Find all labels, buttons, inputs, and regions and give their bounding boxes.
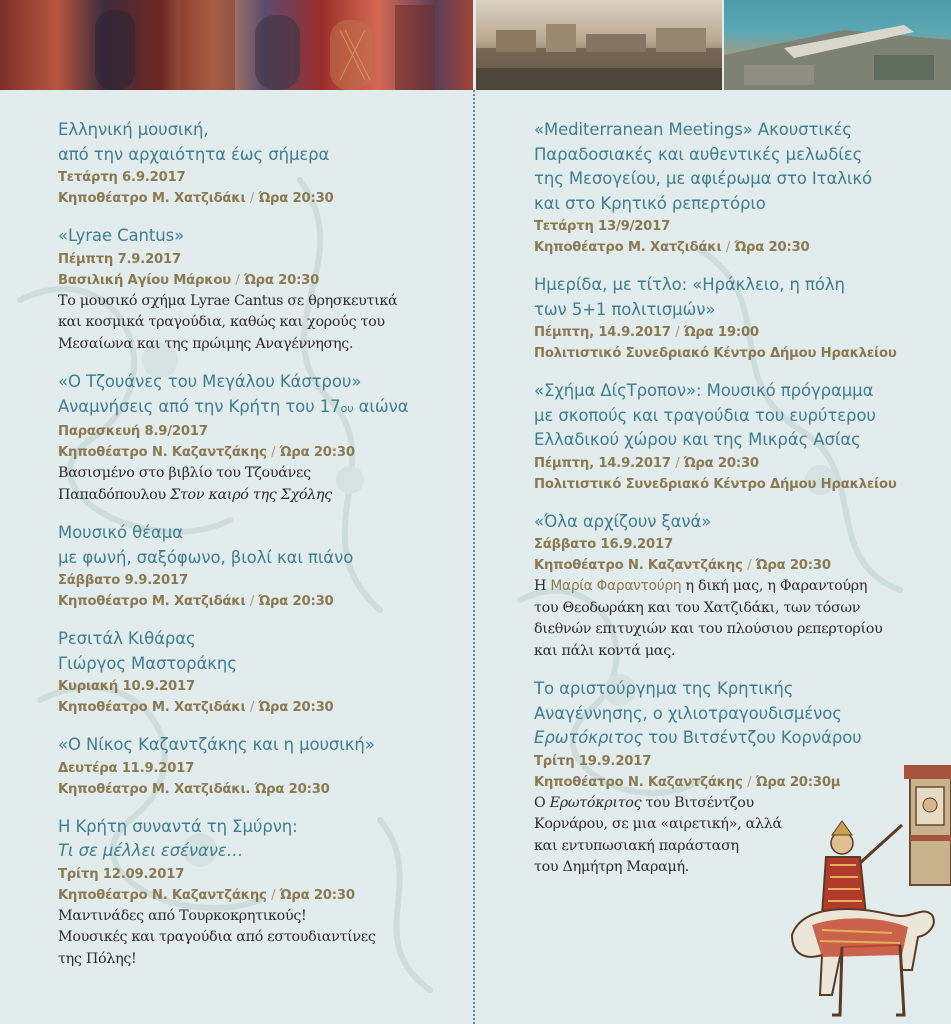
- desc-line: και πάλι κοντά μας.: [534, 642, 676, 659]
- title-line: Ελλαδικού χώρου και της Μικράς Ασίας: [534, 430, 861, 449]
- venue-name: Κηποθέατρο Μ. Χατζιδάκι: [58, 191, 246, 206]
- event-date: Πέμπτη 7.9.2017: [58, 251, 181, 267]
- title-line: «Ο Νίκος Καζαντζάκης και η μουσική»: [58, 735, 375, 754]
- separator: /: [747, 774, 752, 790]
- event-time: Ώρα 20:30: [683, 455, 759, 471]
- date-text: Πέμπτη, 14.9.2017: [534, 325, 671, 340]
- separator: /: [235, 272, 240, 288]
- title-line: [58, 395, 463, 422]
- venue-name: Κηποθέατρο Μ. Χατζιδάκι: [58, 594, 246, 609]
- desc-line: διεθνών επιτυχιών και του πλούσιου ρεπερτορίου: [534, 621, 883, 637]
- book-title: Στον καιρό της Σχόλης: [170, 486, 332, 503]
- desc-line: του Θεοδωράκη και του Χατζιδάκι, των τόσων: [534, 599, 861, 616]
- title-line: και στο Κρητικό ρεπερτόριο: [534, 193, 766, 213]
- separator: /: [249, 700, 255, 715]
- event-time: Ώρα 20:30: [258, 594, 334, 609]
- title-line: Γιώργος Μαστοράκης: [58, 653, 237, 673]
- right-column: [534, 118, 904, 894]
- separator: /: [747, 558, 752, 573]
- date-text: Πέμπτη, 14.9.2017: [534, 455, 671, 471]
- event-description: [58, 906, 463, 971]
- event-time: Ώρα 20:30: [279, 887, 355, 903]
- event-venue: [58, 885, 463, 906]
- desc-text: του Βιτσέντζου: [641, 794, 754, 811]
- event-title: [58, 521, 463, 570]
- venue-name: Βασιλική Αγίου Μάρκου: [58, 272, 231, 288]
- event-lyrae-cantus: [58, 224, 463, 355]
- event-venue: [58, 591, 463, 612]
- event-venue: Πολιτιστικό Συνεδριακό Κέντρο Δήμου Ηρακλείου: [534, 346, 897, 361]
- event-title: [534, 379, 904, 453]
- desc-text: Η: [534, 578, 551, 594]
- desc-line: [534, 793, 904, 815]
- event-title: [534, 677, 904, 751]
- title-line: των 5+1 πολιτισμών»: [534, 299, 716, 319]
- title-line: Αναγέννησης, ο χιλιοτραγουδισμένος: [534, 703, 842, 723]
- venue-name: Κηποθέατρο Ν. Καζαντζάκης: [534, 558, 743, 573]
- title-line: Ρεσιτάλ Κιθάρας: [58, 629, 196, 648]
- desc-line: και εντυπωσιακή παράσταση: [534, 837, 739, 854]
- event-mediterranean-meetings: [534, 118, 904, 258]
- title-line: Παραδοσιακές και αυθεντικές μελωδίες: [534, 144, 863, 164]
- desc-line: Μεσαίωνα και της πρώιμης Αναγέννησης.: [58, 335, 354, 352]
- event-time: Ώρα 20:30: [244, 272, 320, 288]
- event-title: [58, 370, 463, 421]
- event-date: Τρίτη 19.9.2017: [534, 753, 652, 769]
- event-venue: Πολιτιστικό Συνεδριακό Κέντρο Δήμου Ηρακλείου: [534, 476, 897, 492]
- title-text: αιώνα: [353, 396, 409, 416]
- event-title: [58, 815, 463, 864]
- title-line: Το αριστούργημα της Κρητικής: [534, 679, 794, 698]
- title-line: Ελληνική μουσική,: [58, 120, 209, 139]
- venue-name: Κηποθέατρο Μ. Χατζιδάκι: [534, 240, 722, 255]
- event-description: [58, 291, 463, 356]
- venue-name: Κηποθέατρο Ν. Καζαντζάκης: [58, 887, 267, 903]
- title-line: Τι σε μέλλει εσένανε…: [58, 841, 244, 860]
- event-date: Τετάρτη 6.9.2017: [58, 170, 186, 185]
- event-venue: [534, 555, 904, 576]
- event-description: [534, 576, 904, 662]
- event-time: Ώρα 20:30: [258, 191, 334, 206]
- separator: /: [271, 445, 276, 460]
- event-venue: [58, 697, 463, 718]
- event-venue: Κηποθέατρο Μ. Χατζιδάκι. Ώρα 20:30: [58, 781, 330, 797]
- desc-line: Κορνάρου, σε μια «αιρετική», αλλά: [534, 816, 782, 832]
- separator: /: [249, 594, 255, 609]
- event-date: Τετάρτη 13/9/2017: [534, 219, 671, 234]
- harbour-aerial-photo: [724, 0, 951, 90]
- event-title: [534, 510, 904, 535]
- desc-line: Μουσικές και τραγούδια από εστουδιαντίνες: [58, 929, 376, 945]
- event-time: Ώρα 19:00: [683, 325, 759, 340]
- title-line: με σκοπούς και τραγούδια του ευρύτερου: [534, 405, 876, 425]
- event-description: [58, 463, 463, 506]
- event-date: Παρασκευή 8.9/2017: [58, 424, 208, 439]
- title-line: από την αρχαιότητα έως σήμερα: [58, 144, 330, 164]
- event-title: [58, 118, 463, 167]
- title-text: του Βιτσέντζου Κορνάρου: [643, 728, 862, 747]
- desc-line: [58, 485, 463, 507]
- work-title: Ερωτόκριτος: [534, 728, 644, 747]
- event-venue: [58, 188, 463, 209]
- title-line: [534, 726, 904, 751]
- event-time: Ώρα 20:30: [734, 240, 810, 255]
- event-venue: [58, 442, 463, 463]
- desc-line: Μαντινάδες από Τουρκοκρητικούς!: [58, 907, 307, 924]
- event-guitar-recital: [58, 627, 463, 718]
- desc-line: και κοσμικά τραγούδια, καθώς και χορούς του: [58, 314, 385, 330]
- desc-text: Παπαδόπουλου: [58, 486, 171, 503]
- event-venue: [534, 772, 904, 793]
- title-line: Μουσικό θέαμα: [58, 523, 183, 542]
- separator: /: [249, 191, 255, 206]
- event-venue: [534, 237, 904, 258]
- left-column: [58, 118, 463, 985]
- event-description: [534, 793, 904, 879]
- work-title: Ερωτόκριτος: [549, 794, 642, 811]
- event-title: [58, 627, 463, 676]
- event-title: [58, 733, 463, 758]
- event-kazantzakis-music: [58, 733, 463, 800]
- event-date: Κυριακή 10.9.2017: [58, 679, 195, 694]
- artist-name: Μαρία Φαραντούρη: [550, 578, 682, 594]
- title-line: «Lyrae Cantus»: [58, 226, 185, 245]
- title-line: Η Κρήτη συναντά τη Σμύρνη:: [58, 816, 298, 836]
- event-time: Ώρα 20:30: [279, 445, 355, 460]
- event-date: Σάββατο 16.9.2017: [534, 537, 673, 552]
- event-music-show: [58, 521, 463, 612]
- venue-name: Κηποθέατρο Μ. Χατζιδάκι: [58, 700, 246, 715]
- event-title: [534, 118, 904, 216]
- event-date: Σάββατο 9.9.2017: [58, 573, 188, 588]
- event-symposium: [534, 273, 904, 364]
- event-title: [534, 273, 904, 322]
- event-tzouanes: [58, 370, 463, 506]
- title-line: «Σχήμα ΔίςΤροπον»: Μουσικό πρόγραμμα: [534, 381, 874, 400]
- title-line: της Μεσογείου, με αφιέρωμα στο Ιταλικό: [534, 169, 873, 188]
- desc-line: [534, 576, 904, 598]
- separator: /: [675, 455, 680, 471]
- desc-line: του Δημήτρη Μαραμή.: [534, 859, 689, 875]
- title-superscript: ου: [340, 401, 354, 415]
- desc-text: Ο: [534, 794, 550, 811]
- separator: /: [271, 887, 276, 903]
- title-line: «Ο Τζουάνες του Μεγάλου Κάστρου»: [58, 372, 362, 391]
- byzantine-mosaic-image: [0, 0, 473, 90]
- title-line: Ημερίδα, με τίτλο: «Ηράκλειο, η πόλη: [534, 275, 845, 294]
- event-erotokritos: [534, 677, 904, 879]
- title-line: «Mediterranean Meetings» Ακουστικές: [534, 120, 852, 139]
- event-title: [58, 224, 463, 249]
- desc-line: Το μουσικό σχήμα Lyrae Cantus σε θρησκευτικά: [58, 292, 398, 309]
- desc-line: Βασισμένο στο βιβλίο του Τζουάνες: [58, 465, 311, 481]
- desc-line: της Πόλης!: [58, 950, 137, 967]
- venue-name: Κηποθέατρο Ν. Καζαντζάκης: [58, 445, 267, 460]
- event-ola-arxizoun: [534, 510, 904, 663]
- event-date: Δευτέρα 11.9.2017: [58, 760, 195, 776]
- event-date: [534, 453, 904, 474]
- title-line: «Όλα αρχίζουν ξανά»: [534, 511, 712, 531]
- event-crete-smyrna: [58, 815, 463, 971]
- event-time: Ώρα 20:30: [258, 700, 334, 715]
- separator: /: [725, 240, 731, 255]
- title-line: με φωνή, σαξόφωνο, βιολί και πιάνο: [58, 547, 354, 567]
- event-date: [534, 322, 904, 343]
- old-harbour-photo: [476, 0, 722, 90]
- event-date: Τρίτη 12.09.2017: [58, 866, 185, 882]
- column-divider: [473, 90, 475, 1024]
- event-venue: [58, 270, 463, 291]
- desc-text: η δική μας, η Φαραντούρη: [681, 578, 868, 594]
- event-time: Ώρα 20:30μ: [755, 774, 841, 790]
- event-greek-music: [58, 118, 463, 209]
- title-text: Αναμνήσεις από την Κρήτη του 17: [58, 396, 341, 416]
- event-time: Ώρα 20:30: [755, 558, 831, 573]
- event-dis-tropon: [534, 379, 904, 495]
- venue-name: Κηποθέατρο Ν. Καζαντζάκης: [534, 774, 743, 790]
- separator: /: [675, 325, 680, 340]
